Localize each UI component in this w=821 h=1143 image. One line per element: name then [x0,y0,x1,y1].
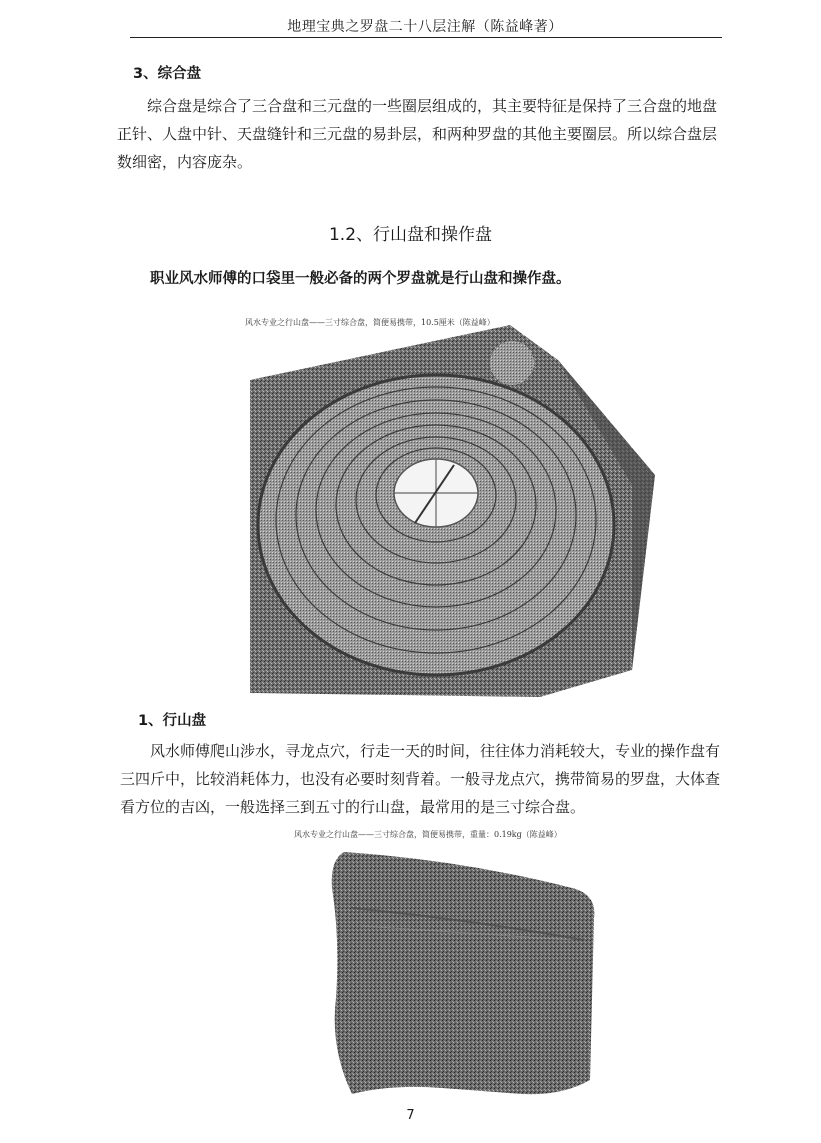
luopan-compass-photo [240,325,656,697]
lead-sentence: 职业风水师傅的口袋里一般必备的两个罗盘就是行山盘和操作盘。 [150,271,571,287]
paragraph-line: 风水师傅爬山涉水，寻龙点穴，行走一天的时间，往往体力消耗较大，专业的操作盘有 [150,742,721,760]
paragraph-line: 数细密，内容庞杂。 [117,153,253,171]
paragraph-line: 三四斤中，比较消耗体力，也没有必要时刻背着。一般寻龙点穴，携带简易的罗盘，大体查 [120,770,721,788]
section-heading-1-2: 1.2、行山盘和操作盘 [328,225,493,245]
compass-pouch-photo [322,848,612,1098]
header-rule [130,37,722,38]
paragraph-line: 综合盘是综合了三合盘和三元盘的一些圈层组成的，其主要特征是保持了三合盘的地盘 [147,97,718,115]
paragraph-line: 看方位的吉凶，一般选择三到五寸的行山盘，最常用的是三寸综合盘。 [120,798,586,816]
section-heading-3: 3、综合盘 [133,66,202,82]
page-number: 7 [406,1108,415,1123]
section-heading-1: 1、行山盘 [138,713,207,729]
figure-caption-1: 风水专业之行山盘——三寸综合盘，简便易携带，10.5厘米（陈益峰） [245,318,495,327]
figure-caption-2: 风水专业之行山盘——三寸综合盘，简便易携带，重量：0.19kg（陈益峰） [294,830,562,839]
paragraph-composite-disc [117,92,749,176]
running-header: 地理宝典之罗盘二十八层注解（陈益峰著） [287,19,563,35]
paragraph-line: 正针、人盘中针、天盘缝针和三元盘的易卦层，和两种罗盘的其他主要圈层。所以综合盘层 [117,125,718,143]
paragraph-mountain-disc [120,737,750,821]
